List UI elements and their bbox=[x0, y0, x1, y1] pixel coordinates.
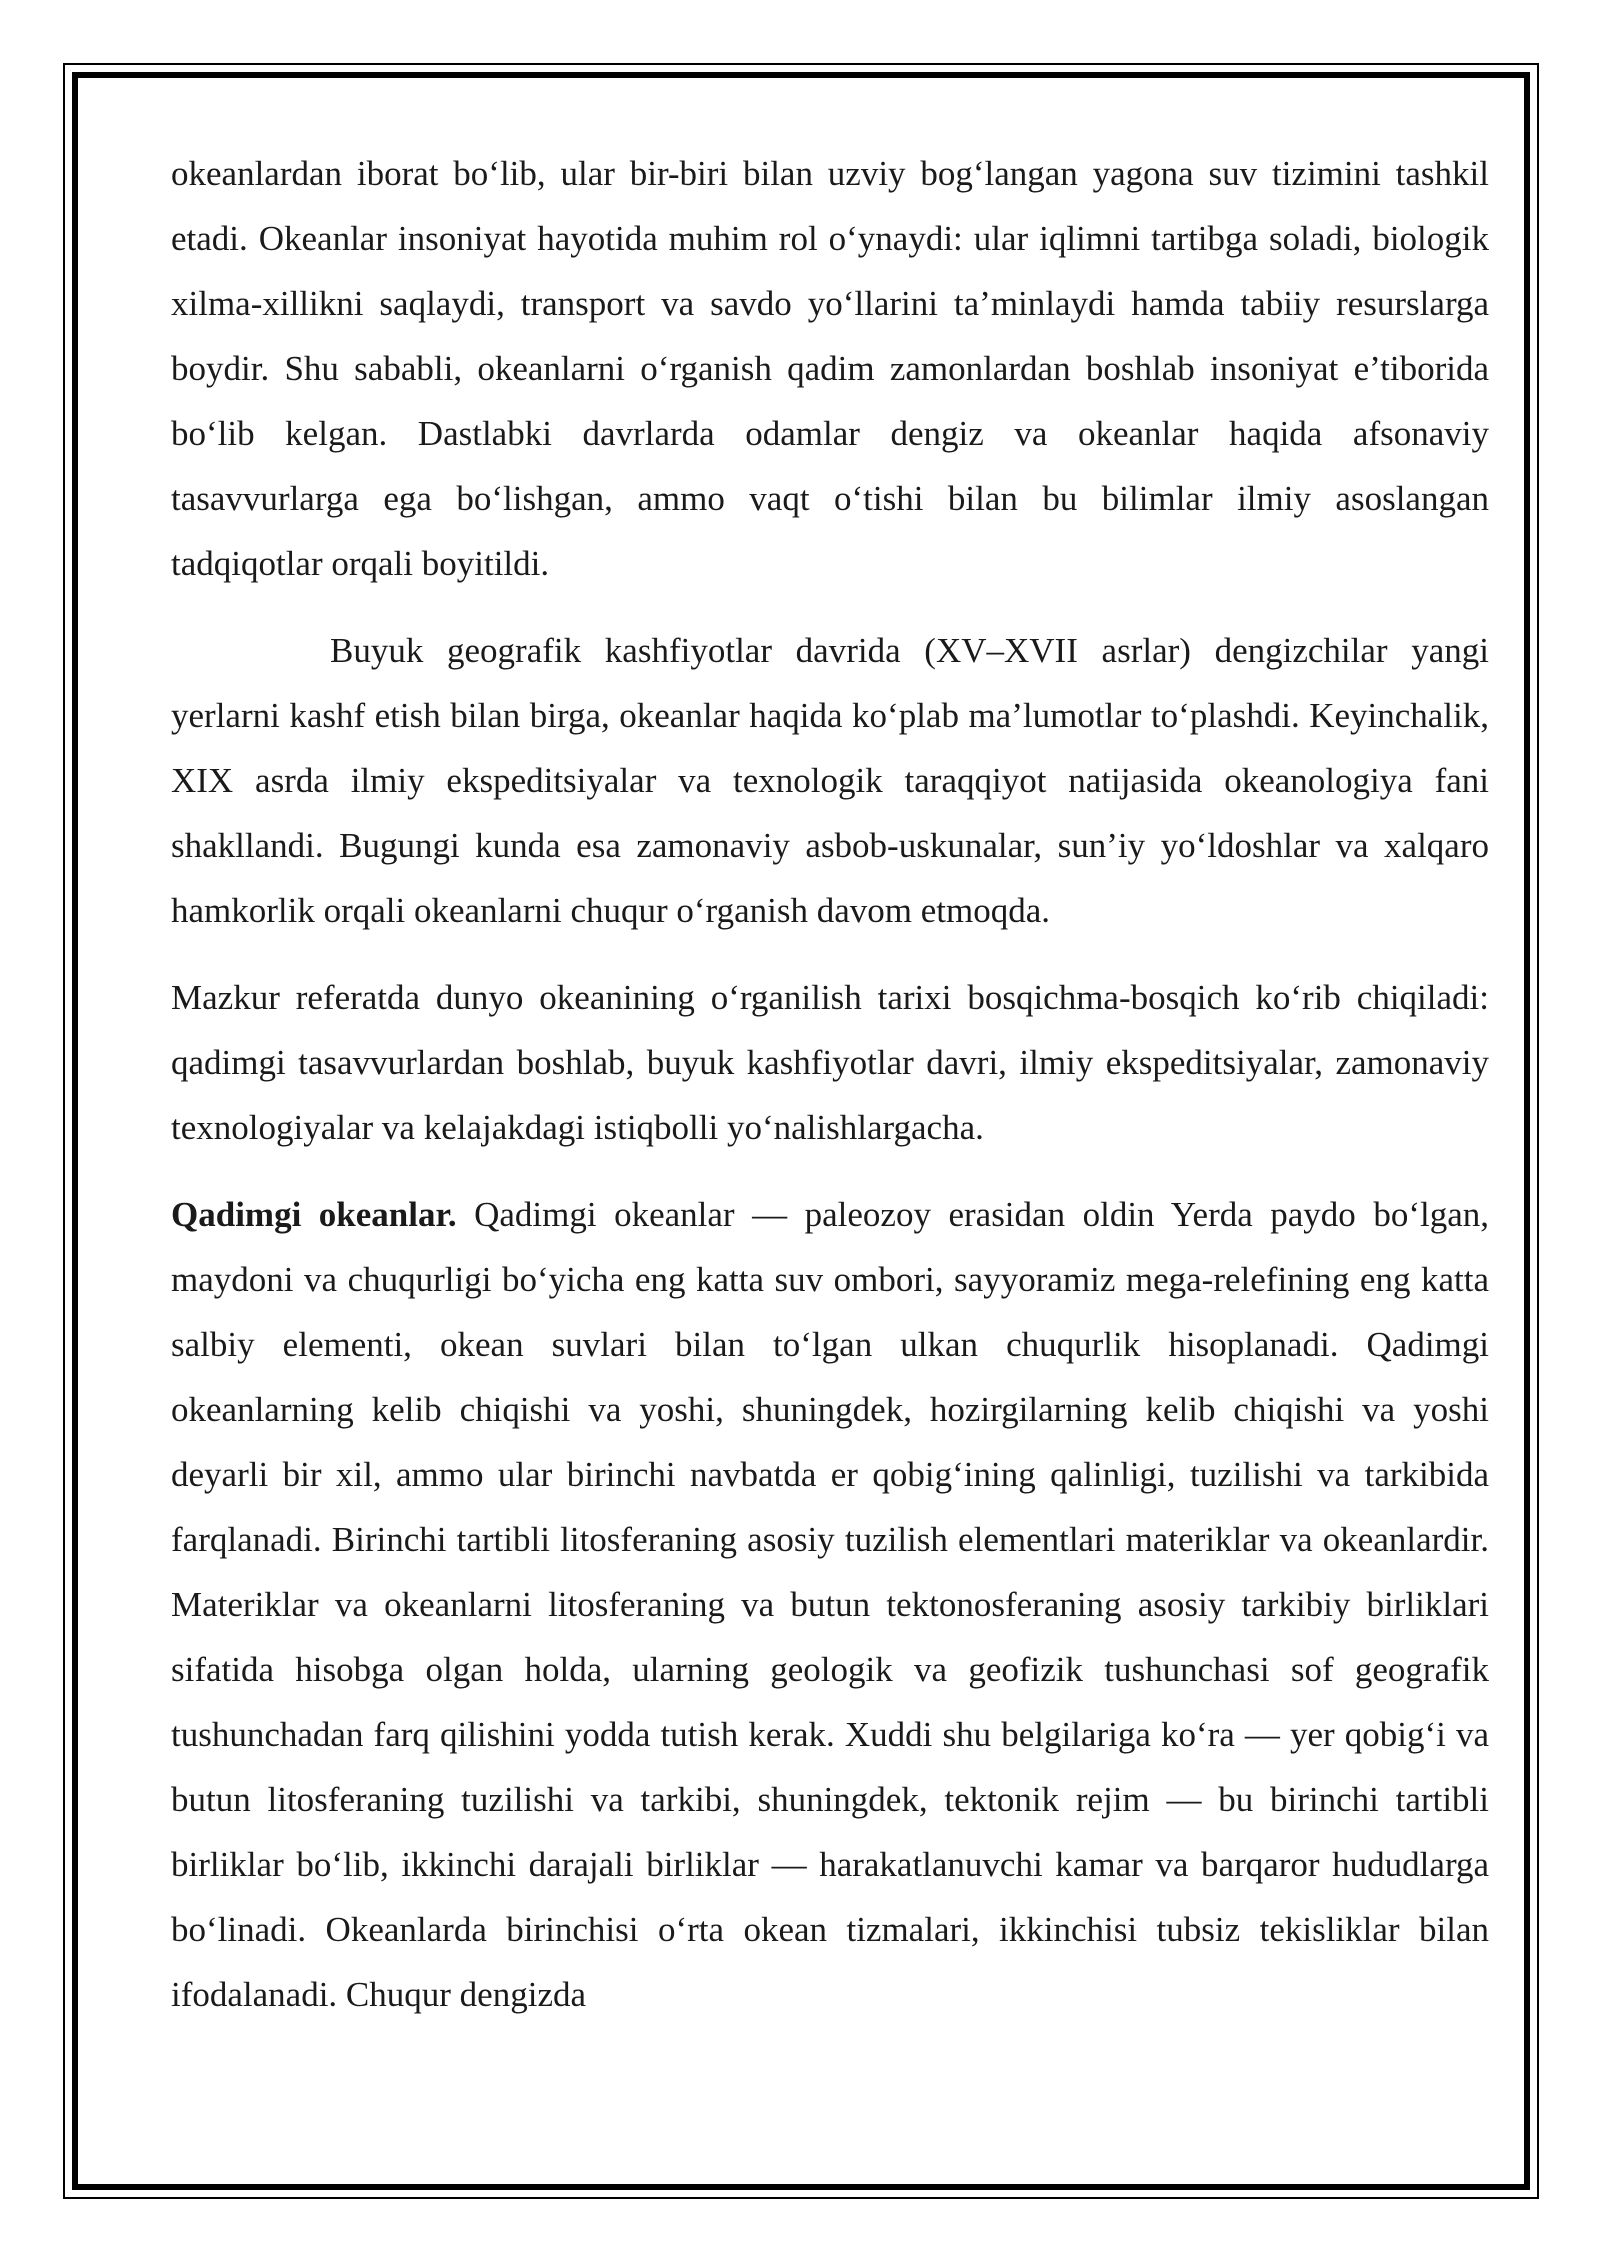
section-heading-qadimgi-okeanlar: Qadimgi okeanlar. bbox=[171, 1195, 457, 1234]
paragraph-3: Mazkur referatda dunyo okeanining o‘rganilish tarixi bosqichma-bosqich ko‘rib chiqiladi: qadimgi tasavvurlardan boshlab, buyuk kashfiyotlar davri, ilmiy ekspeditsiyalar, zamonaviy texnologiyalar va kelajakdagi istiqbolli yo‘nalishlargacha. bbox=[171, 978, 1489, 1147]
paragraph-4 bbox=[171, 1182, 1489, 2027]
paragraph-1: okeanlardan iborat bo‘lib, ular bir-biri bilan uzviy bog‘langan yagona suv tizimini tashkil etadi. Okeanlar insoniyat hayotida muhim rol o‘ynaydi: ular iqlimni tartibga soladi, biologik xilma-xillikni saqlaydi, transport va savdo yo‘llarini ta’minlaydi hamda tabiiy resurslarga boydir. Shu sababli, okeanlarni o‘rganish qadim zamonlardan boshlab insoniyat e’tiborida bo‘lib kelgan. Dastlabki davrlarda odamlar dengiz va okeanlar haqida afsonaviy tasavvurlarga ega bo‘lishgan, ammo vaqt o‘tishi bilan bu bilimlar ilmiy asoslangan tadqiqotlar orqali boyitildi. bbox=[171, 154, 1489, 583]
paragraph-4-text: Qadimgi okeanlar — paleozoy erasidan oldin Yerda paydo bo‘lgan, maydoni va chuqurligi bo‘yicha eng katta suv ombori, sayyoramiz mega-relefining eng katta salbiy elementi, okean suvlari bilan to‘lgan ulkan chuqurlik hisoplanadi. Qadimgi okeanlarning kelib chiqishi va yoshi, shuningdek, hozirgilarning kelib chiqishi va yoshi deyarli bir xil, ammo ular birinchi navbatda er qobig‘ining qalinligi, tuzilishi va tarkibida farqlanadi. Birinchi tartibli litosferaning asosiy tuzilish elementlari materiklar va okeanlardir. Materiklar va okeanlarni litosferaning va butun tektonosferaning asosiy tarkibiy birliklari sifatida hisobga olgan holda, ularning geologik va geofizik tushunchasi sof geografik tushunchadan farq qilishini yodda tutish kerak. Xuddi shu belgilariga ko‘ra — yer qobig‘i va butun litosferaning tuzilishi va tarkibi, shuningdek, tektonik rejim — bu birinchi tartibli birliklar bo‘lib, ikkinchi darajali birliklar — harakatlanuvchi kamar va barqaror hududlarga bo‘linadi. Okeanlarda birinchisi o‘rta okean tizmalari, ikkinchisi tubsiz tekisliklar bilan ifodalanadi. Chuqur dengizda bbox=[171, 1195, 1489, 2014]
document-body bbox=[171, 141, 1489, 2049]
paragraph-2: Buyuk geografik kashfiyotlar davrida (XV–XVII asrlar) dengizchilar yangi yerlarni kashf etish bilan birga, okeanlar haqida ko‘plab ma’lumotlar to‘plashdi. Keyinchalik, XIX asrda ilmiy ekspeditsiyalar va texnologik taraqqiyot natijasida okeanologiya fani shakllandi. Bugungi kunda esa zamonaviy asbob-uskunalar, sun’iy yo‘ldoshlar va xalqaro hamkorlik orqali okeanlarni chuqur o‘rganish davom etmoqda. bbox=[171, 631, 1489, 930]
